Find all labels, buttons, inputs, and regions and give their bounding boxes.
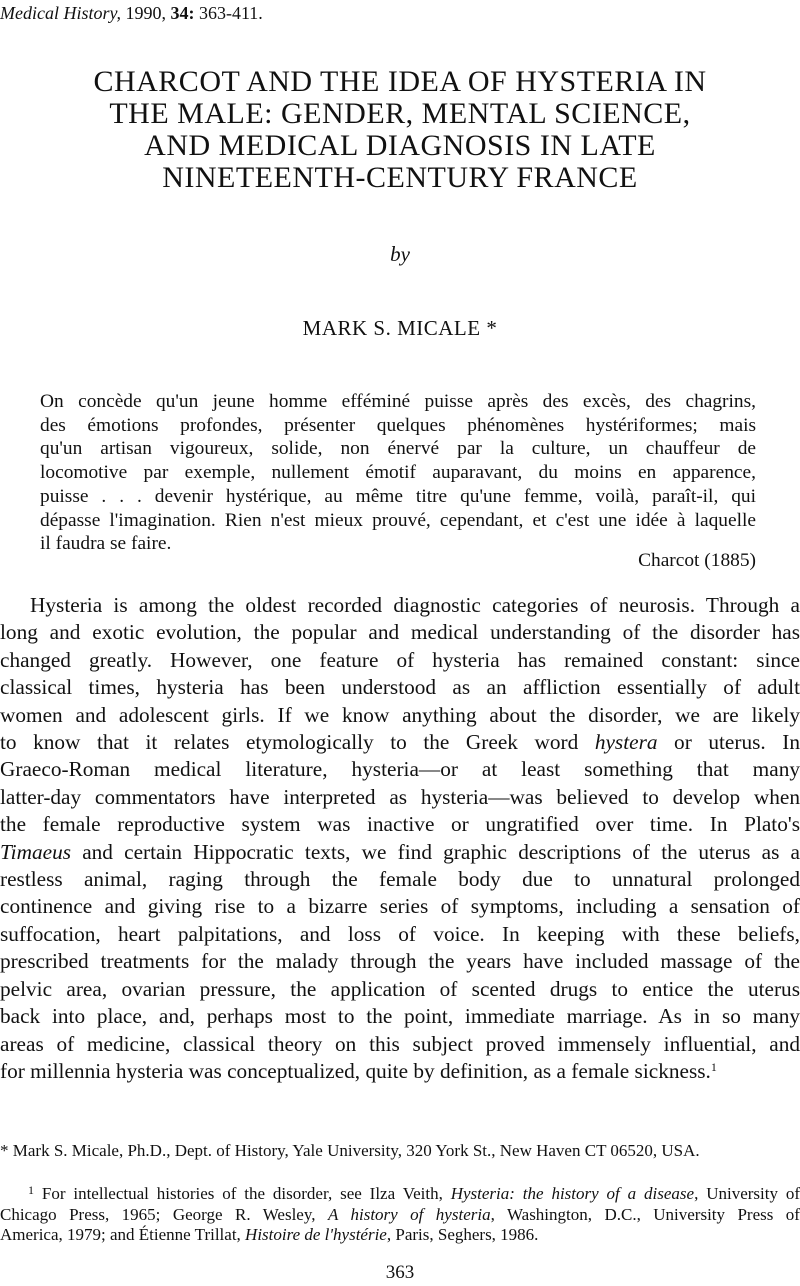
footnote-line: [0, 1225, 800, 1246]
running-head: [0, 2, 263, 24]
author-name: MARK S. MICALE *: [302, 316, 498, 340]
body-line: changed greatly. However, one feature of hysteria has remained constant: since: [0, 647, 800, 672]
body-line: [0, 1058, 800, 1085]
footnote-line: [0, 1184, 800, 1205]
title-line: CHARCOT AND THE IDEA OF HYSTERIA IN: [93, 65, 707, 98]
epigraph: [40, 390, 756, 556]
body-line-text: to know that it relates etymologically to the Greek word: [0, 730, 595, 755]
epigraph-line: des émotions profondes, présenter quelques phénomènes hystériformes; mais: [40, 414, 756, 436]
body-line: pelvic area, ovarian pressure, the application of scented drugs to entice the uterus: [0, 976, 800, 1001]
footnote-text: For intellectual histories of the disorder, see Ilza Veith,: [34, 1184, 451, 1203]
footnote: [0, 1184, 800, 1246]
journal-volume: 34:: [170, 3, 195, 23]
body-line-text: or uterus. In: [657, 730, 800, 755]
body-line: continence and giving rise to a bizarre series of symptoms, including a sensation of: [0, 894, 800, 919]
journal-name: Medical History,: [0, 3, 121, 23]
body-line: latter-day commentators have interpreted as hysteria—was believed to develop when: [0, 784, 800, 809]
epigraph-attribution: Charcot (1885): [638, 550, 756, 571]
page-number: 363: [385, 1262, 415, 1283]
title-line: THE MALE: GENDER, MENTAL SCIENCE,: [109, 97, 691, 130]
footnote-text: Chicago Press, 1965; George R. Wesley,: [0, 1204, 328, 1224]
epigraph-line: dépasse l'imagination. Rien n'est mieux prouvé, cependant, et c'est une idée à laquelle: [40, 509, 756, 531]
body-line: women and adolescent girls. If we know anything about the disorder, we are likely: [0, 702, 800, 727]
citation-title: Histoire de l'hystérie: [245, 1225, 387, 1244]
body-line: long and exotic evolution, the popular and medical understanding of the disorder has: [0, 620, 800, 645]
footnote-text: , Washington, D.C., University Press of: [490, 1204, 800, 1224]
italic-term: Timaeus: [0, 839, 72, 864]
epigraph-line: il faudra se faire.: [40, 533, 172, 555]
body-line: the female reproductive system was inactive or ungratified over time. In Plato's: [0, 812, 800, 837]
body-line-text: for millennia hysteria was conceptualized, quite by definition, as a female sickness.: [0, 1058, 711, 1083]
body-line: restless animal, raging through the female body due to unnatural prolonged: [0, 867, 800, 892]
byline: by: [390, 242, 410, 266]
title-line: AND MEDICAL DIAGNOSIS IN LATE: [144, 129, 656, 162]
italic-term: hystera: [594, 730, 658, 755]
title-line: NINETEENTH-CENTURY FRANCE: [162, 161, 638, 194]
body-line: suffocation, heart palpitations, and loss of voice. In keeping with these beliefs,: [0, 921, 800, 946]
body-line: back into place, and, perhaps most to the point, immediate marriage. As in so many: [0, 1004, 800, 1029]
body-line: [0, 729, 800, 756]
epigraph-line: locomotive par exemple, nullement émotif auparavant, du moins en apparence,: [40, 462, 756, 484]
citation-title: Hysteria: the history of a disease: [450, 1184, 695, 1203]
epigraph-line: qu'un artisan vigoureux, solide, non énervé par la culture, un chauffeur de: [40, 438, 756, 460]
author-affiliation-note: * Mark S. Micale, Ph.D., Dept. of History, Yale University, 320 York St., New Haven CT 06520, USA.: [0, 1141, 700, 1160]
footnote-marker: 1: [28, 1183, 34, 1197]
body-line: Hysteria is among the oldest recorded diagnostic categories of neurosis. Through a: [30, 593, 800, 617]
footnote-text: America, 1979; and Étienne Trillat,: [0, 1225, 246, 1244]
epigraph-line: On concède qu'un jeune homme efféminé puisse après des excès, des chagrins,: [40, 391, 756, 412]
footnote-line: [0, 1205, 800, 1226]
body-line: Graeco-Roman medical literature, hysteria—or at least something that many: [0, 757, 800, 782]
footnote-text: , Paris, Seghers, 1986.: [386, 1225, 539, 1244]
article-title: [0, 66, 800, 194]
footnote-text: , University of: [694, 1184, 800, 1203]
footnote-reference[interactable]: 1: [710, 1059, 717, 1074]
body-line: [0, 839, 800, 866]
body-line: prescribed treatments for the malady through the years have included massage of the: [0, 949, 800, 974]
citation-title: A history of hysteria: [327, 1204, 491, 1224]
journal-year: 1990,: [120, 3, 171, 23]
journal-pages: 363-411.: [194, 3, 263, 23]
epigraph-line: puisse . . . devenir hystérique, au même titre qu'une femme, voilà, paraît-il, qui: [40, 485, 756, 507]
body-line: areas of medicine, classical theory on this subject proved immensely influential, and: [0, 1031, 800, 1056]
body-line: classical times, hysteria has been understood as an affliction essentially of adult: [0, 675, 800, 700]
body-line-text: and certain Hippocratic texts, we find graphic descriptions of the uterus as a: [71, 839, 800, 864]
body-paragraph: [0, 592, 800, 1085]
